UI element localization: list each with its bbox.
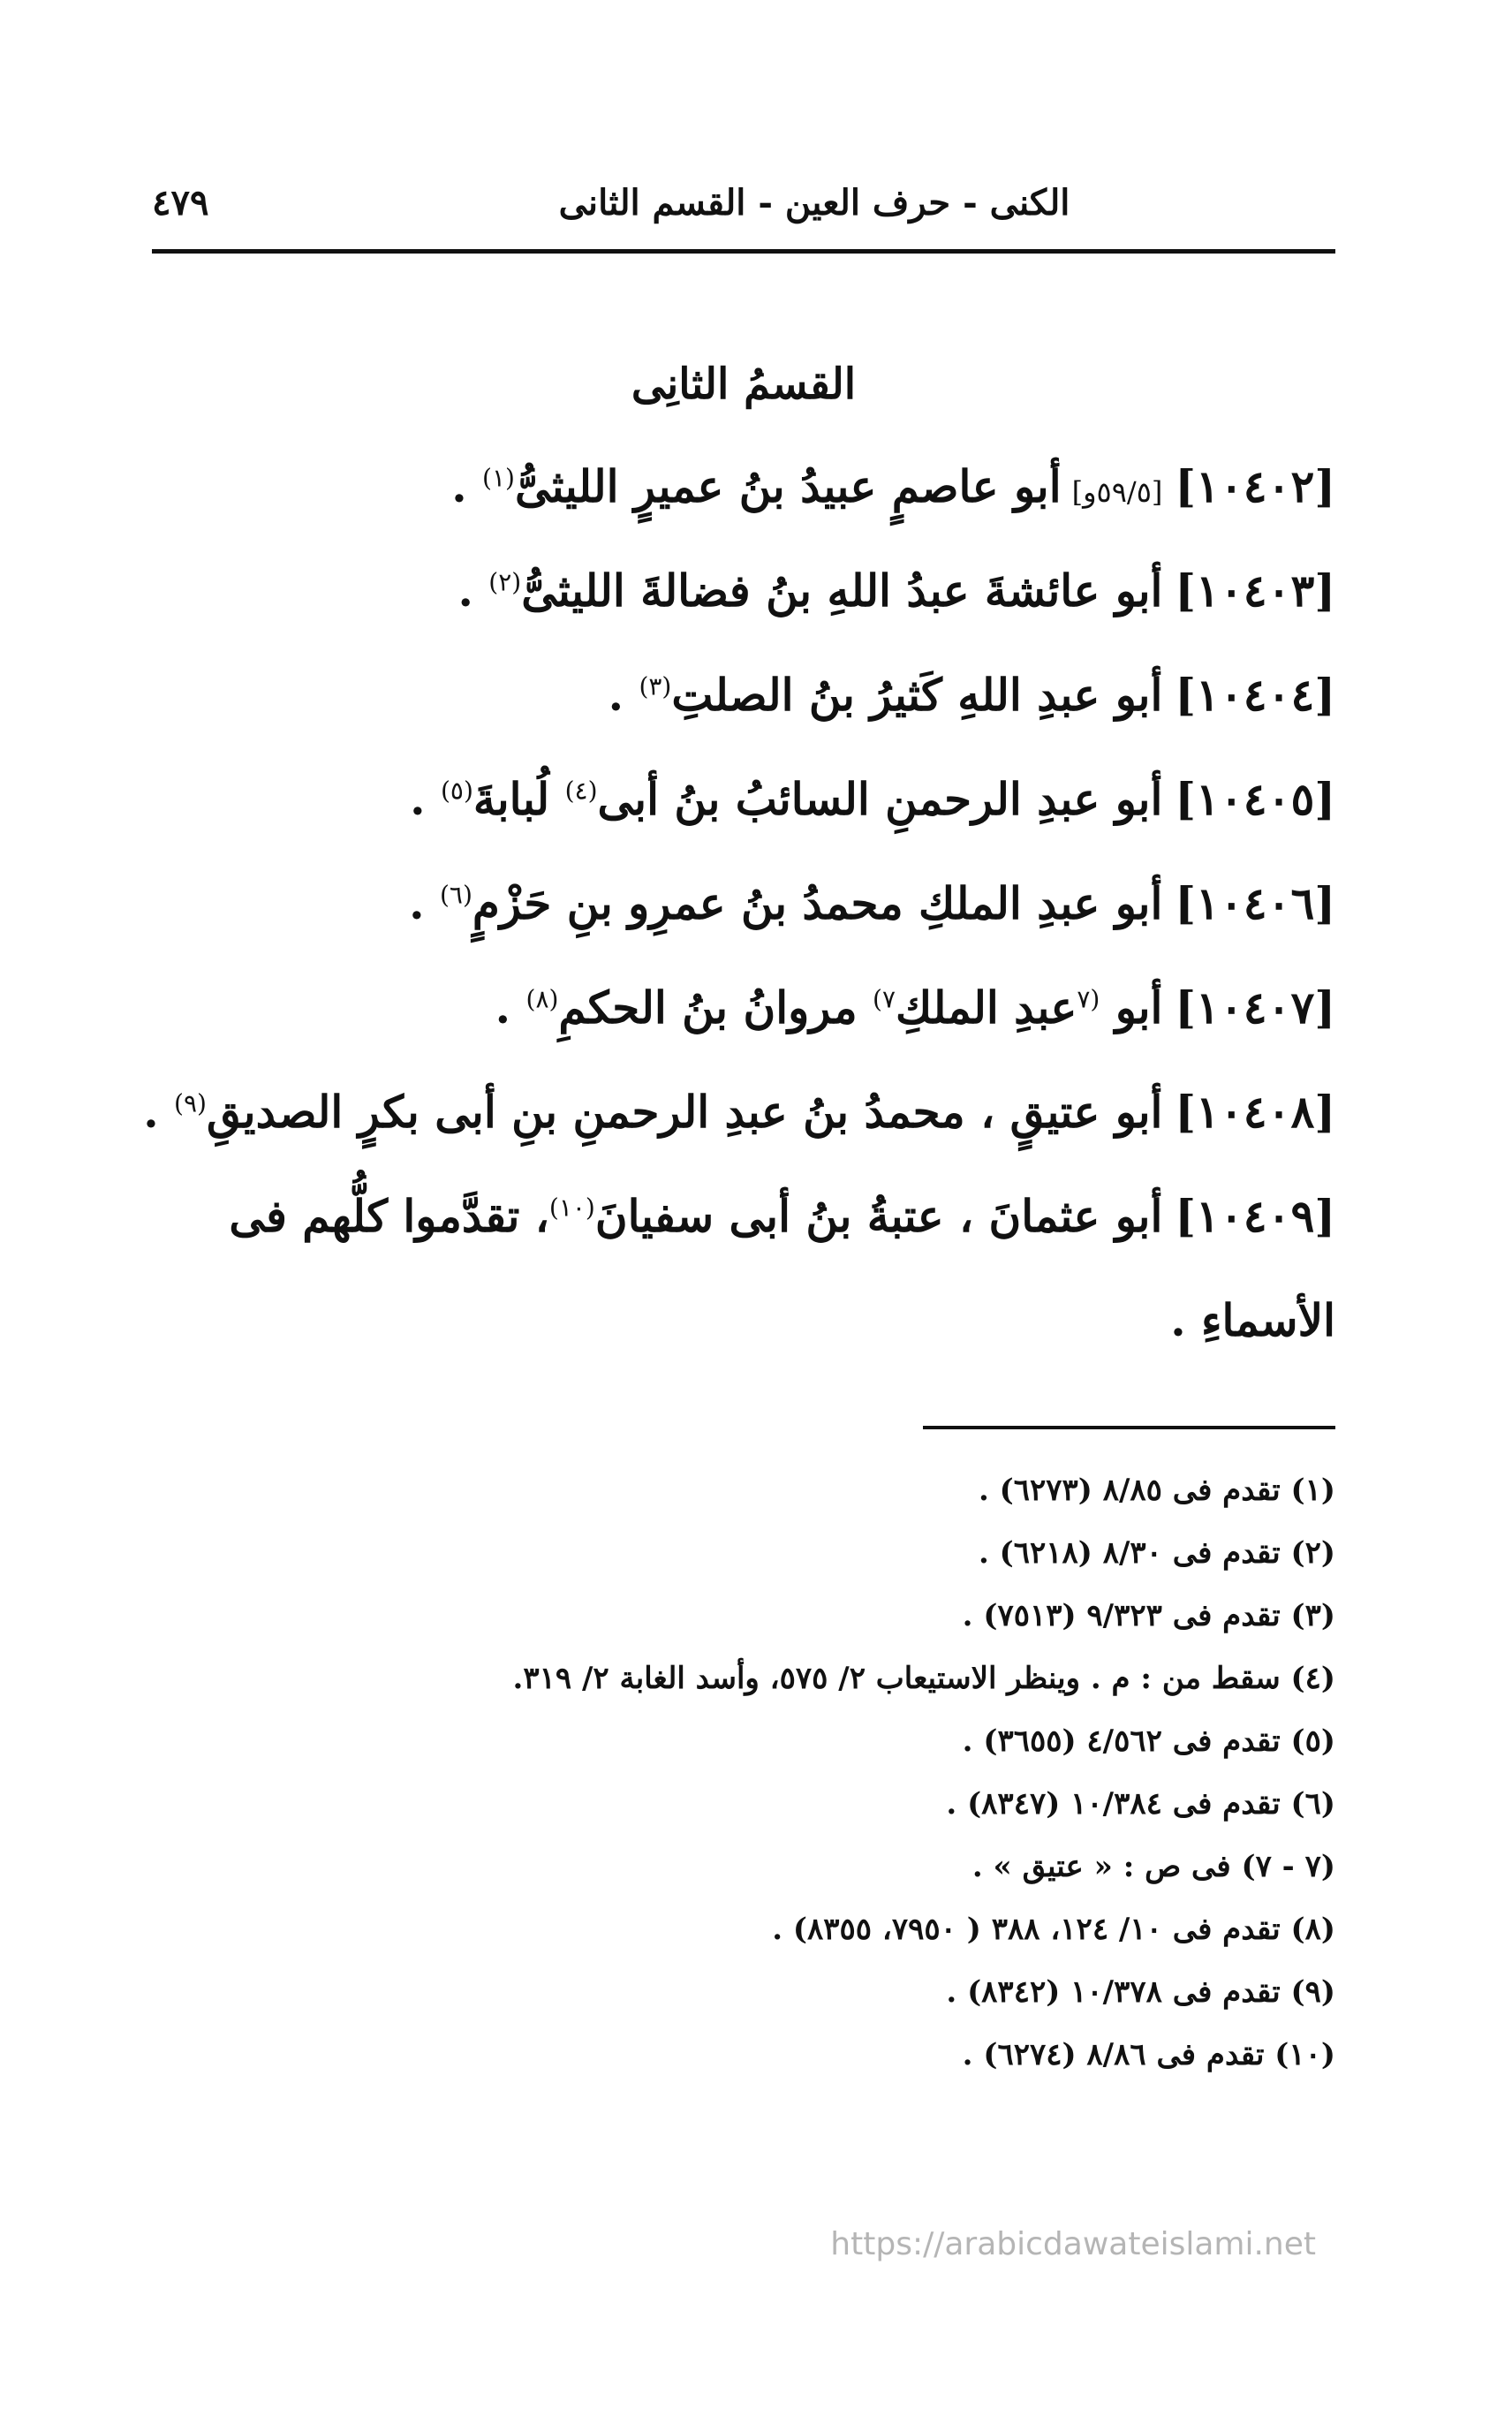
entry-text: أبو عاصمٍ عبيدُ بنُ عميرٍ الليثىُّ [514,460,1062,512]
footnote-5: (٥) تقدم فى ٤/٥٦٢ (٣٦٥٥) . [962,1723,1335,1759]
footnote-ref: (٣) [639,671,672,701]
entry-number: [١٠٤٠٩] [1175,1190,1335,1242]
entry-end: . [495,981,526,1034]
footnote-ref: (١٠) [548,1193,595,1223]
footnote-8: (٨) تقدم فى ١٠/ ١٢٤، ٣٨٨ ( ٧٩٥٠، ٨٣٥٥) . [772,1912,1335,1947]
entry-text: أبو عبدِ اللهِ كَثيرُ بنُ الصلتِ [671,669,1163,721]
section-title: القسمُ الثانِى [631,360,857,409]
folio-ref: [٥٩/٥و] [1071,475,1163,509]
entry-end: ، تقدَّموا كلُّهم فى الأسماءِ . [229,1190,1335,1346]
header-rule [152,249,1335,254]
footnote-ref: (٦) [439,880,472,910]
watermark-url: https://arabicdawateislami.net [830,2226,1316,2262]
entry-text: مروانُ بنُ الحكمِ [558,981,873,1034]
footnote-rule [923,1426,1335,1429]
entry-10407 [152,956,1335,1060]
entry-text: أبو [1100,981,1163,1034]
footnote-ref: (٨) [525,984,559,1014]
entry-text: أبو عبدِ الرحمنِ السائبُ بنُ أبى [597,773,1163,825]
entry-end: . [608,669,639,721]
entry-number: [١٠٤٠٤] [1175,669,1335,721]
footnote-ref: ٧) [873,984,896,1014]
entry-text: أبو عتيقٍ ، محمدُ بنُ عبدِ الرحمنِ بنِ أبى بكرٍ الصديقِ [206,1086,1163,1138]
entry-10403 [152,539,1335,643]
entry-end: . [409,877,440,929]
entry-10402 [152,435,1335,539]
footnote-10: (١٠) تقدم فى ٨/٨٦ (٦٢٧٤) . [962,2037,1335,2072]
entry-number: [١٠٤٠٨] [1175,1086,1335,1138]
footnote-1: (١) تقدم فى ٨/٨٥ (٦٢٧٣) . [978,1473,1335,1508]
entry-number: [١٠٤٠٣] [1175,564,1335,617]
entry-end: . [457,564,489,617]
entry-number: [١٠٤٠٢] [1175,460,1335,512]
entry-10404 [152,643,1335,747]
entry-text: أبو عائشةَ عبدُ اللهِ بنُ فضالةَ الليثىُّ [521,564,1163,617]
header-title: الكنى - حرف العين - القسم الثانى [558,182,1070,223]
footnote-9: (٩) تقدم فى ١٠/٣٧٨ (٨٣٤٢) . [946,1974,1335,2010]
entries-list [143,435,1335,1373]
footnote-ref: (٥) [440,776,473,806]
footnote-ref: (٩) [174,1088,207,1118]
entry-10405 [152,747,1335,852]
footnote-ref: (٧ [1077,984,1100,1014]
entry-end: . [451,460,483,512]
footnote-ref: (١) [482,463,515,493]
footnote-ref: (٤) [564,776,598,806]
entry-number: [١٠٤٠٧] [1175,981,1335,1034]
footnote-ref: (٢) [488,567,522,597]
footnote-6: (٦) تقدم فى ١٠/٣٨٤ (٨٣٤٧) . [946,1786,1335,1822]
footnotes-list [152,1459,1335,2087]
entry-end: . [410,773,441,825]
entry-10409 [152,1164,1335,1373]
page-number: ٤٧٩ [152,182,209,223]
entry-number: [١٠٤٠٦] [1175,877,1335,929]
entry-number: [١٠٤٠٥] [1175,773,1335,825]
footnote-7: (٧ - ٧) فى ص : « عتيق » . [971,1849,1335,1884]
entry-10406 [152,852,1335,956]
entry-end: . [143,1086,175,1138]
entry-text: أبو عثمانَ ، عتبةُ بنُ أبى سفيانَ [594,1190,1163,1242]
entry-text: لُبابةَ [472,773,565,825]
entry-text: أبو عبدِ الملكِ محمدُ بنُ عمرِو بنِ حَزْمٍ [472,877,1163,929]
entry-text: عبدِ الملكِ [896,981,1077,1034]
entry-10408 [143,1060,1335,1164]
footnote-4: (٤) سقط من : م . وينظر الاستيعاب ٢/ ٥٧٥، وأسد الغابة ٢/ ٣١٩. [512,1661,1335,1696]
footnote-3: (٣) تقدم فى ٩/٣٢٣ (٧٥١٣) . [962,1598,1335,1633]
running-header [152,175,1335,231]
footnote-2: (٢) تقدم فى ٨/٣٠ (٦٢١٨) . [978,1535,1335,1571]
